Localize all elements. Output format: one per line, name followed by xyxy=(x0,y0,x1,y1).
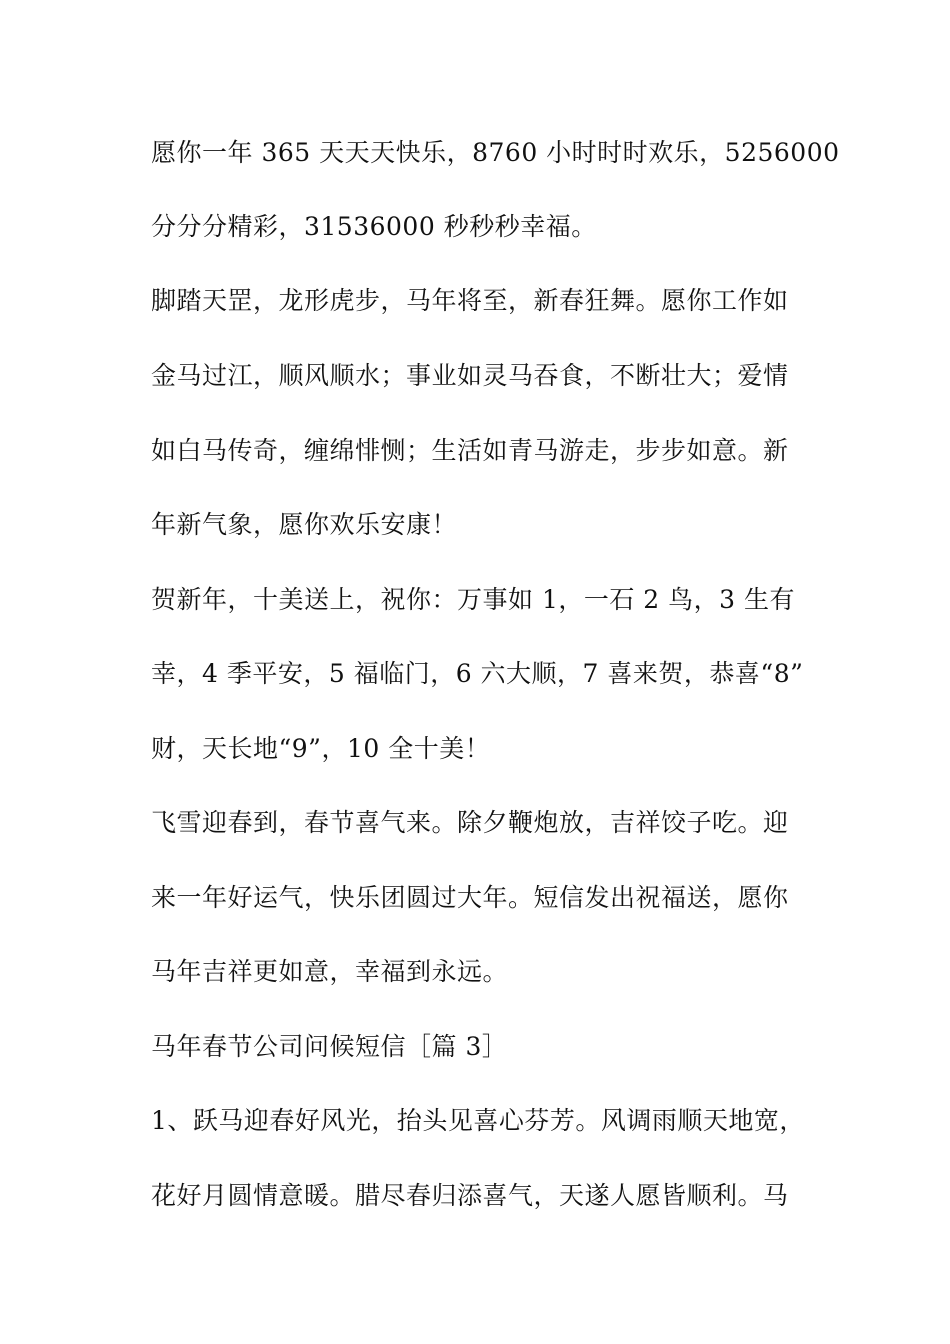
paragraph-6-line-2: 花好月圆情意暖。腊尽春归添喜气，天遂人愿皆顺利。马 xyxy=(151,1181,789,1210)
paragraph-4-line-3: 马年吉祥更如意，幸福到永远。 xyxy=(151,957,509,986)
paragraph-6-line-1: 1、跃马迎春好风光，抬头见喜心芬芳。风调雨顺天地宽， xyxy=(151,1106,805,1135)
paragraph-3-line-1: 贺新年，十美送上，祝你：万事如 1，一石 2 鸟，3 生有 xyxy=(151,585,796,614)
paragraph-1-line-2: 分分分精彩，31536000 秒秒秒幸福。 xyxy=(151,212,597,241)
section-heading: 马年春节公司问候短信［篇 3］ xyxy=(151,1032,508,1061)
paragraph-2-line-1: 脚踏天罡，龙形虎步，马年将至，新春狂舞。愿你工作如 xyxy=(151,286,789,315)
paragraph-4-line-2: 来一年好运气，快乐团圆过大年。短信发出祝福送，愿你 xyxy=(151,883,789,912)
paragraph-3-line-2: 幸，4 季平安，5 福临门，6 六大顺，7 喜来贺，恭喜“8” xyxy=(151,659,804,688)
paragraph-1-line-1: 愿你一年 365 天天天快乐，8760 小时时时欢乐，5256000 xyxy=(151,138,840,167)
paragraph-3-line-3: 财，天长地“9”，10 全十美！ xyxy=(151,734,491,763)
paragraph-2-line-3: 如白马传奇，缠绵悱恻；生活如青马游走，步步如意。新 xyxy=(151,436,789,465)
paragraph-2-line-2: 金马过江，顺风顺水；事业如灵马吞食，不断壮大；爱情 xyxy=(151,361,789,390)
paragraph-4-line-1: 飞雪迎春到，春节喜气来。除夕鞭炮放，吉祥饺子吃。迎 xyxy=(151,808,789,837)
paragraph-2-line-4: 年新气象，愿你欢乐安康！ xyxy=(151,510,458,539)
